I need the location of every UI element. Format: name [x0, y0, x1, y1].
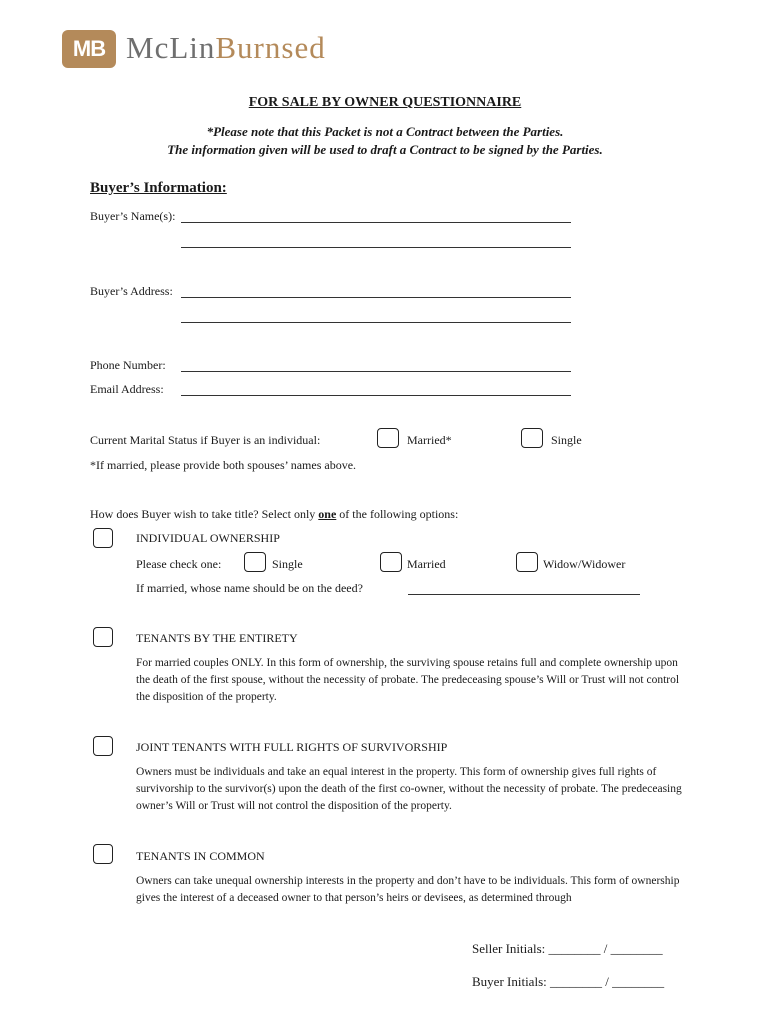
- married-checkbox[interactable]: [377, 428, 399, 448]
- tenants-entirety-checkbox[interactable]: [93, 627, 113, 647]
- tenants-entirety-description: For married couples ONLY. In this form of ownership, the surviving spouse retains full and complete ownership upon the death of the first spouse, without the necessity of probate. The predeceasing spouse’s Will or Trust will not control the disposition of the property.: [136, 657, 680, 703]
- title-question-emphasis: one: [318, 507, 337, 521]
- individual-widow-checkbox[interactable]: [516, 552, 538, 572]
- please-check-one-label: Please check one:: [136, 557, 222, 571]
- tenants-common-description: Owners can take unequal ownership interests in the property and don’t have to be individuals. This form of ownership gives the interest of a deceased owner to that person’s heirs or devisees, as determined through: [136, 875, 680, 904]
- individual-widow-label: Widow/Widower: [543, 557, 626, 571]
- buyer-names-field-1[interactable]: [181, 222, 571, 223]
- joint-tenants-checkbox[interactable]: [93, 736, 113, 756]
- individual-married-label: Married: [407, 557, 446, 571]
- married-option-label: Married*: [407, 433, 452, 447]
- buyer-info-heading: Buyer’s Information:: [90, 180, 227, 196]
- buyer-address-label: Buyer’s Address:: [90, 284, 173, 298]
- marital-status-label: Current Marital Status if Buyer is an individual:: [90, 433, 321, 447]
- married-note: *If married, please provide both spouses’ names above.: [90, 458, 357, 472]
- buyer-address-field-1[interactable]: [181, 297, 571, 298]
- buyer-initials[interactable]: Buyer Initials: ________ / ________: [472, 974, 665, 989]
- joint-tenants-label: JOINT TENANTS WITH FULL RIGHTS OF SURVIVORSHIP: [136, 740, 448, 754]
- title-question-start: How does Buyer wish to take title? Select only: [90, 507, 319, 521]
- email-label: Email Address:: [90, 382, 164, 396]
- disclaimer-line-1: *Please note that this Packet is not a Contract between the Parties.: [206, 124, 564, 139]
- individual-ownership-checkbox[interactable]: [93, 528, 113, 548]
- individual-single-label: Single: [272, 557, 303, 571]
- individual-ownership-label: INDIVIDUAL OWNERSHIP: [136, 531, 280, 545]
- tenants-common-checkbox[interactable]: [93, 844, 113, 864]
- email-field[interactable]: [181, 395, 571, 396]
- logo-name-part2: Burnsed: [215, 30, 326, 65]
- buyer-names-field-2[interactable]: [181, 247, 571, 248]
- logo-name-part1: McLin: [126, 30, 216, 65]
- single-checkbox[interactable]: [521, 428, 543, 448]
- buyer-names-label: Buyer’s Name(s):: [90, 209, 176, 223]
- joint-tenants-description: Owners must be individuals and take an equal interest in the property. This form of ownership gives full rights of survivorship to the survivor(s) upon the death of the first co-owner, without the necessity of probate. The predeceasing owner’s Will or Trust will not control the disposition of the property.: [136, 766, 682, 812]
- single-option-label: Single: [551, 433, 582, 447]
- seller-initials[interactable]: Seller Initials: ________ / ________: [472, 941, 663, 956]
- buyer-address-field-2[interactable]: [181, 322, 571, 323]
- title-question: [90, 507, 458, 522]
- tenants-entirety-label: TENANTS BY THE ENTIRETY: [136, 631, 298, 645]
- phone-field[interactable]: [181, 371, 571, 372]
- phone-label: Phone Number:: [90, 358, 166, 372]
- title-question-end: of the following options:: [336, 507, 459, 521]
- deed-name-field[interactable]: [408, 594, 640, 595]
- document-title: FOR SALE BY OWNER QUESTIONNAIRE: [248, 95, 522, 110]
- individual-married-checkbox[interactable]: [380, 552, 402, 572]
- individual-single-checkbox[interactable]: [244, 552, 266, 572]
- tenants-common-label: TENANTS IN COMMON: [136, 849, 265, 863]
- deed-name-question: If married, whose name should be on the deed?: [136, 581, 363, 595]
- logo-mark: [62, 30, 116, 68]
- disclaimer-line-2: The information given will be used to draft a Contract to be signed by the Parties.: [167, 142, 603, 157]
- logo-wordmark: [126, 30, 326, 66]
- logo-mark-text: MB: [72, 36, 106, 61]
